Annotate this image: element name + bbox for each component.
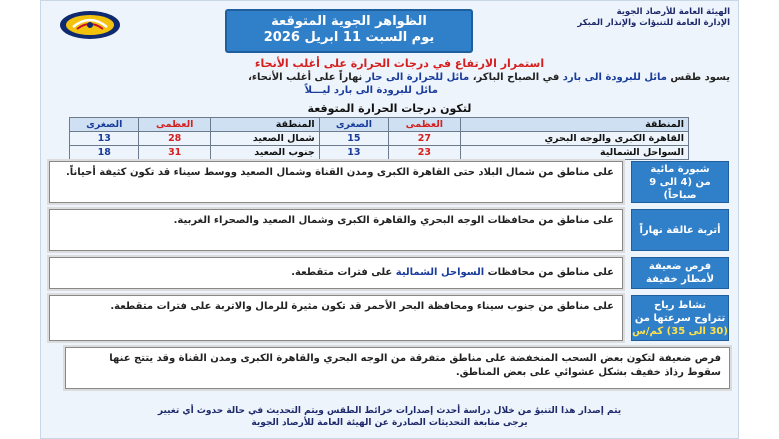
phenomenon-rain <box>49 257 729 289</box>
min-cell: 13 <box>319 146 388 160</box>
rain-text <box>49 257 623 289</box>
rain-label-subtitle: لأمطار خفيفة <box>645 274 715 285</box>
dust-text: على مناطق من محافظات الوجه البحري والقاهرة الكبرى وشمال الصعيد والصحراء الغربية. <box>49 209 623 251</box>
phenomenon-fog <box>49 161 729 203</box>
header-min-2: الصغرى <box>70 118 139 132</box>
night-description: مائل للبرودة الى بارد ليـــلاً <box>304 85 438 96</box>
fog-label-time: من (4 الى 9 صباحاً) <box>649 176 711 201</box>
table-title: لتكون درجات الحرارة المتوقعة <box>307 102 472 115</box>
weather-description <box>61 71 730 85</box>
page-margin-left <box>0 0 40 439</box>
headline: استمرار الارتفاع في درجات الحرارة على أغلب الأنحاء <box>254 57 545 70</box>
region-cell: السواحل الشمالية <box>460 146 688 160</box>
wind-label <box>631 295 729 341</box>
agency-line-2: الإدارة العامة للتنبؤات والإنذار المبكر <box>577 18 730 28</box>
wind-label-subtitle: تتراوح سرعتها من <box>634 312 726 324</box>
min-cell: 18 <box>70 146 139 160</box>
header-max-2: العظمى <box>139 118 210 132</box>
fog-label-title: شبورة مائية <box>650 163 710 175</box>
header-min-1: الصغرى <box>319 118 388 132</box>
table-header-row <box>70 118 689 132</box>
phenomenon-dust <box>49 209 729 251</box>
footer-line-2: يرجى متابعة التحديثات الصادرة عن الهيئة العامة للأرصاد الجوية <box>251 418 528 428</box>
footer-line-1: يتم إصدار هذا التنبؤ من خلال دراسة أحدث إصدارات خرائط الطقس ويتم التحديث في حالة حدوث أي تغيير <box>157 406 622 416</box>
phenomenon-wind <box>49 295 729 341</box>
max-cell: 23 <box>389 146 460 160</box>
desc-text-5: نهاراً على أغلب الأنحاء، <box>248 72 366 83</box>
wind-speed-range: (30 الى 35) كم/س <box>632 325 728 337</box>
rain-text-highlight: السواحل الشمالية <box>395 267 485 278</box>
forecast-date: يوم السبت 11 ابريل 2026 <box>263 30 435 45</box>
page-title: الظواهر الجوية المتوقعة <box>271 14 427 29</box>
meteorological-authority-logo-icon <box>59 9 121 41</box>
table-row <box>70 132 689 146</box>
max-cell: 27 <box>389 132 460 146</box>
footer-note <box>41 405 738 429</box>
region-cell: شمال الصعيد <box>210 132 319 146</box>
agency-name <box>577 7 730 29</box>
min-cell: 13 <box>70 132 139 146</box>
rain-text-1: على مناطق من محافظات <box>484 267 614 278</box>
drizzle-note: فرص ضعيفة لتكون بعض السحب المنخفضة على مناطق متفرقة من الوجه البحري والقاهرة الكبرى ومدن القناة وقد يتتج عنها سقوط رذاذ خفيف بشكل عشوائي على بعض المناطق. <box>65 347 730 389</box>
region-cell: جنوب الصعيد <box>210 146 319 160</box>
rain-text-2: على فترات متقطعة. <box>291 267 396 278</box>
page-margin-right <box>739 0 779 439</box>
desc-text-3: في الصباح الباكر، <box>469 72 563 83</box>
table-row <box>70 146 689 160</box>
dust-label-title: أتربة عالقة نهاراً <box>639 224 721 236</box>
fog-text: على مناطق من شمال البلاد حتى القاهرة الكبرى ومدن القناة وشمال الصعيد ووسط سيناء قد تكون كثيفة أحياناً. <box>49 161 623 203</box>
agency-line-1: الهيئة العامة للأرصاد الجوية <box>616 7 730 17</box>
fog-label <box>631 161 729 203</box>
rain-label <box>631 257 729 289</box>
desc-text-2: مائل للبرودة الى بارد <box>562 72 667 83</box>
wind-text: على مناطق من جنوب سيناء ومحافظة البحر الأحمر قد تكون مثيرة للرمال والاتربة على فترات متقطعة. <box>49 295 623 341</box>
wind-label-title: نشاط رياح <box>653 299 707 311</box>
min-cell: 15 <box>319 132 388 146</box>
header-region-1: المنطقة <box>460 118 688 132</box>
desc-text-1: يسود طقس <box>666 72 730 83</box>
dust-label <box>631 209 729 251</box>
forecast-sheet <box>40 0 739 439</box>
desc-text-4: مائل للحرارة الى حار <box>365 72 470 83</box>
region-cell: القاهرة الكبرى والوجه البحري <box>460 132 688 146</box>
max-cell: 28 <box>139 132 210 146</box>
max-cell: 31 <box>139 146 210 160</box>
rain-label-title: فرص ضعيفة <box>648 261 712 272</box>
header-max-1: العظمى <box>389 118 460 132</box>
title-box <box>225 9 473 53</box>
temperature-table <box>69 117 689 160</box>
header-region-2: المنطقة <box>210 118 319 132</box>
